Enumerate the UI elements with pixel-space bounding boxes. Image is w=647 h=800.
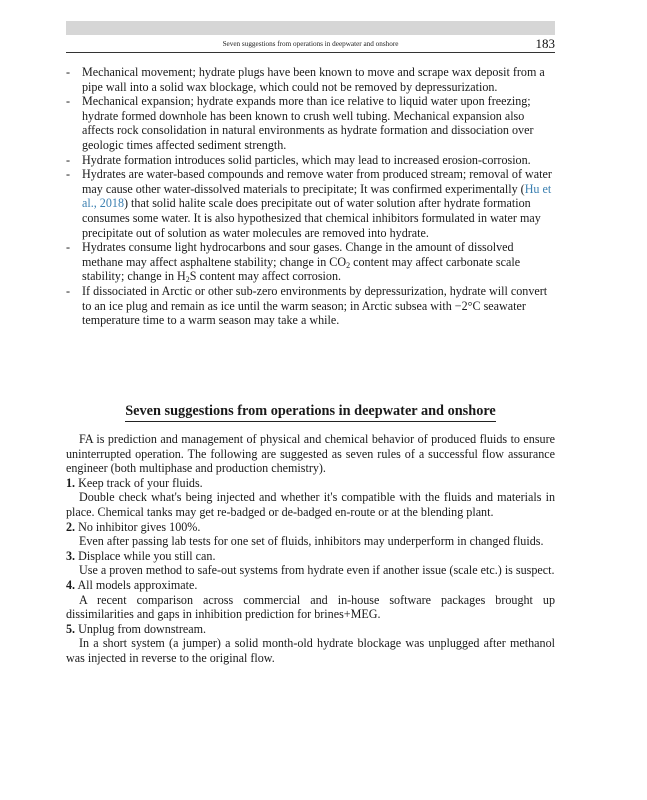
bullet-marker: -: [66, 167, 71, 182]
list-item-text: S content may affect corrosion.: [189, 269, 342, 284]
rule-title: No inhibitor gives 100%.: [78, 519, 201, 534]
list-item: [66, 284, 555, 328]
bullet-marker: -: [66, 240, 71, 255]
bullet-marker: -: [66, 65, 71, 79]
rule-title: All models approximate.: [77, 577, 198, 592]
list-item: [66, 153, 555, 168]
rule-heading: [66, 476, 555, 491]
list-item: [66, 167, 555, 240]
rule-body: In a short system (a jumper) a solid month-old hydrate blockage was unplugged after methanol was injected in reverse to the original flow.: [66, 636, 555, 665]
effects-list: [66, 65, 555, 328]
list-item-text: Mechanical expansion; hydrate expands more than ice relative to liquid water upon freezing; hydrate formed downhole has been known to crush well tubing. Mechanical expansion also affects rock consolidation in natural environments as hydrate formation and dissociation over geologic times affected sediment strength.: [82, 94, 534, 152]
rule-number: 5.: [66, 621, 76, 636]
section-body: [66, 432, 555, 666]
list-item-text: content may affect carbonate scale stability; change in H: [82, 254, 521, 284]
page-number: 183: [535, 36, 555, 51]
rule-heading: [66, 549, 555, 564]
rule-number: 1.: [66, 475, 76, 490]
rule-number: 2.: [66, 519, 76, 534]
rule-body: Even after passing lab tests for one set of fluids, inhibitors may underperform in changed fluids.: [79, 534, 544, 549]
list-item-text: Hydrates consume light hydrocarbons and sour gases. Change in the amount of dissolved methane may affect asphaltene stability; change in CO: [82, 240, 514, 269]
rule-heading: [66, 622, 555, 637]
list-item: [66, 240, 555, 284]
list-item-text: If dissociated in Arctic or other sub-zero environments by depressurization, hydrate will convert to an ice plug and remain as ice until the warm season; in Arctic subsea with −2°C seawater temperature time to a warm season may take a while.: [82, 283, 548, 328]
rule-title: Unplug from downstream.: [78, 621, 207, 636]
section-heading: [66, 403, 555, 420]
header-bar: [66, 21, 555, 35]
running-header: [66, 36, 555, 53]
intro-paragraph: FA is prediction and management of physical and chemical behavior of produced fluids to ensure uninterrupted operation. The following are suggested as seven rules of a successful flow assurance engineer (both multiphase and production chemistry).: [66, 432, 555, 476]
subscript: 2: [185, 275, 190, 285]
rule-title: Keep track of your fluids.: [78, 475, 203, 490]
rule-number: 4.: [66, 577, 76, 592]
rule-body: Double check what's being injected and whether it's compatible with the fluids and materials in place. Chemical tanks may get re-badged or de-badged en-route or at the blending plant.: [66, 490, 555, 519]
list-item: [66, 65, 555, 94]
rule-number: 3.: [66, 548, 76, 563]
rule-body: Use a proven method to safe-out systems from hydrate even if another issue (scale etc.) is suspect.: [79, 563, 555, 578]
bullet-marker: -: [66, 152, 71, 167]
rule-heading: [66, 578, 555, 593]
subscript: 2: [346, 260, 351, 270]
list-item: [66, 94, 555, 152]
list-item-text: Hydrate formation introduces solid particles, which may lead to increased erosion-corrosion.: [82, 152, 531, 167]
list-item-text: Hydrates are water-based compounds and remove water from produced stream; removal of water may cause other water-dissolved materials to precipitate; It was confirmed experimentally (: [82, 167, 552, 196]
rule-body: A recent comparison across commercial and in-house software packages brought up dissimilarities and gaps in inhibition prediction for brines+MEG.: [66, 592, 555, 622]
list-item-text: ) that solid halite scale does precipitate out of water solution after hydrate formation consumes some water. It is also hypothesized that chemical inhibitors formulated in water may precipitate out of solution as water molecules are removed into hydrate.: [82, 196, 541, 240]
running-header-title: Seven suggestions from operations in deepwater and onshore: [222, 40, 399, 48]
rule-heading: [66, 520, 555, 535]
section-heading-text: Seven suggestions from operations in deepwater and onshore: [125, 403, 496, 422]
bullet-marker: -: [66, 283, 71, 298]
list-item-text: Mechanical movement; hydrate plugs have been known to move and scrape wax deposit from a pipe wall into a solid wax blockage, which could not be removed by depressurization.: [82, 65, 545, 94]
citation-link[interactable]: Hu et al., 2018: [82, 181, 552, 211]
rule-title: Displace while you still can.: [78, 548, 216, 563]
bullet-marker: -: [66, 94, 71, 109]
